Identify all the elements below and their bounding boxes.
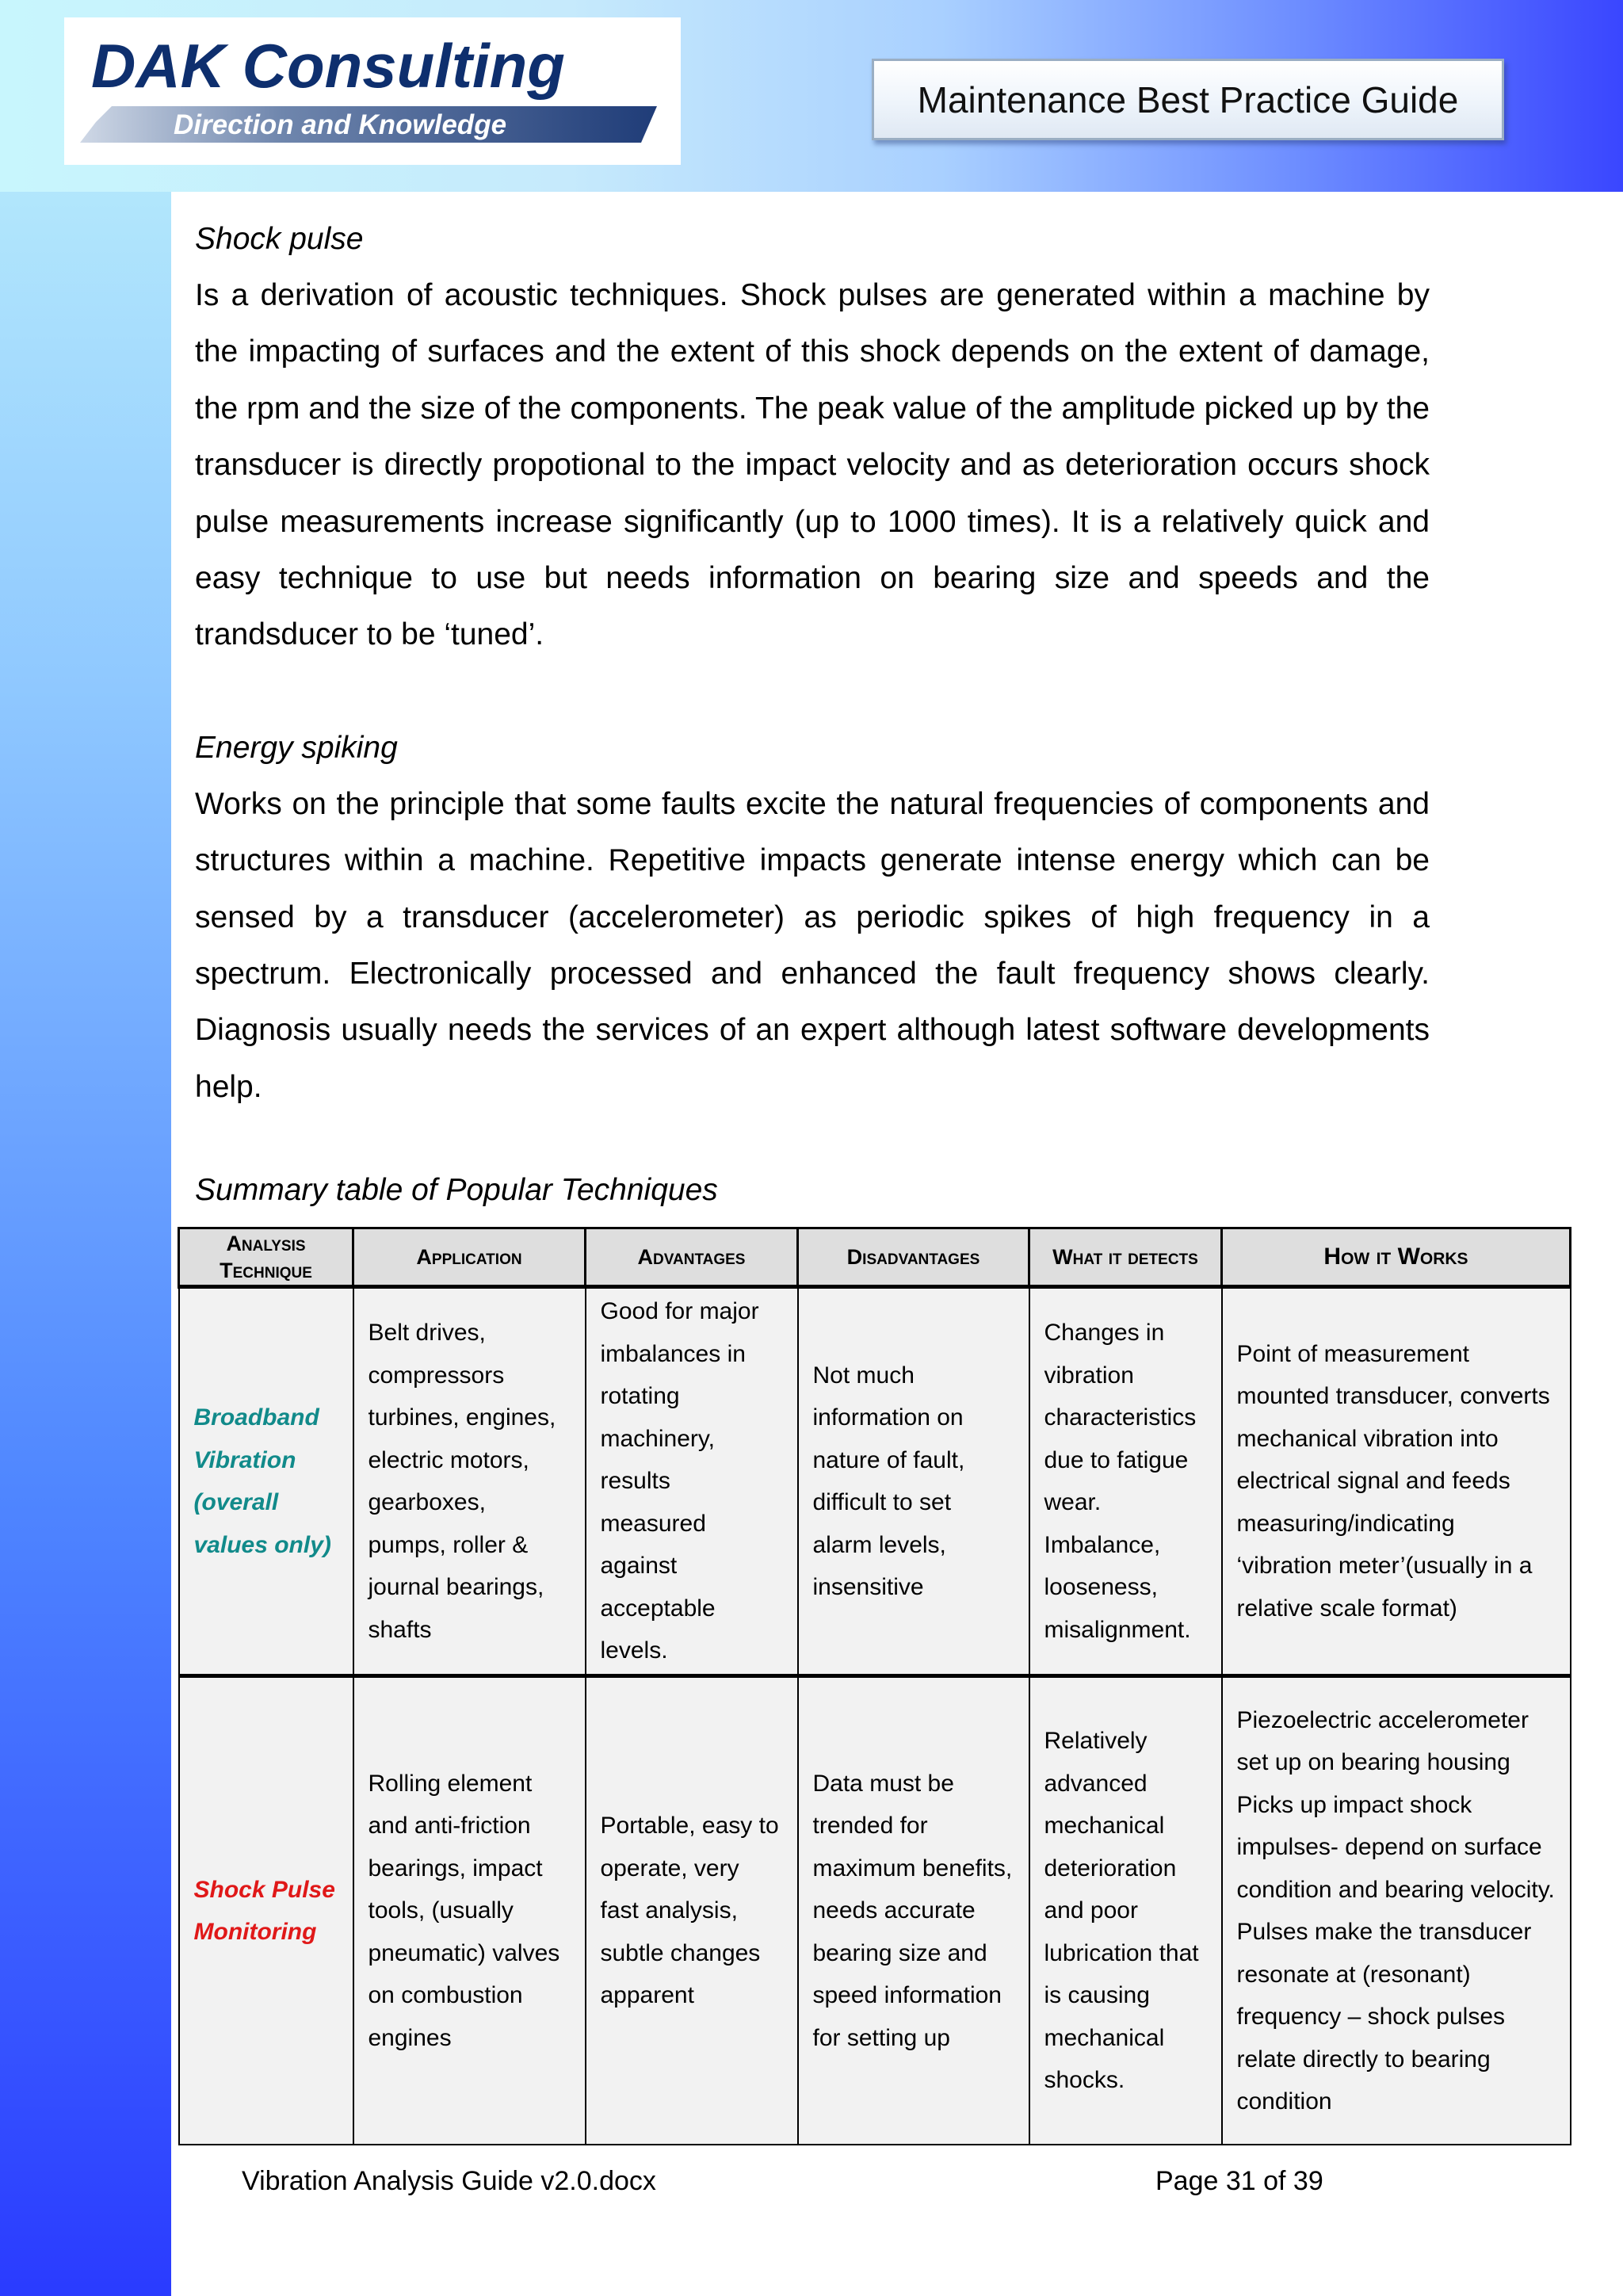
logo-tagline: Direction and Knowledge: [174, 109, 507, 140]
page-body: [171, 192, 1623, 2296]
header-technique: Analysis Technique: [179, 1228, 353, 1287]
table-header-row: [179, 1228, 1571, 1287]
text-content: [195, 211, 1430, 1115]
application-cell: Rolling element and anti-friction bearings, impact tools, (usually pneumatic) valves on combustion engines: [353, 1676, 586, 2145]
shock-pulse-paragraph: Is a derivation of acoustic techniques. Shock pulses are generated within a machine by the impacting of surfaces and the extent of this shock depends on the extent of damage, the rpm and the size of the components. The peak value of the amplitude picked up by the transducer is directly propotional to the impact velocity and as deterioration occurs shock pulse measurements increase significantly (up to 1000 times). It is a relatively quick and easy technique to use but needs information on bearing size and speeds and the trandsducer to be ‘tuned’.: [195, 278, 1430, 652]
how-cell: Piezoelectric accelerometer set up on bearing housing Picks up impact shock impulses- depend on surface condition and bearing velocity. Pulses make the transducer resonate at (resonant) frequency – shock pulses relate directly to bearing condition: [1222, 1676, 1571, 2145]
detects-cell: Relatively advanced mechanical deterioration and poor lubrication that is causing mechanical shocks.: [1029, 1676, 1222, 2145]
header-how: How it Works: [1222, 1228, 1571, 1287]
advantages-cell: Portable, easy to operate, very fast analysis, subtle changes apparent: [586, 1676, 798, 2145]
technique-cell: Broadband Vibration (overall values only): [179, 1287, 353, 1676]
company-logo: [64, 17, 681, 165]
techniques-table: [178, 1227, 1571, 2145]
logo-graphic: [64, 17, 681, 165]
detects-cell: Changes in vibration characteristics due to fatigue wear. Imbalance, looseness, misalignment.: [1029, 1287, 1222, 1676]
technique-cell: Shock Pulse Monitoring: [179, 1676, 353, 2145]
how-cell: Point of measurement mounted transducer, converts mechanical vibration into electrical signal and feeds measuring/indicating ‘vibration meter’(usually in a relative scale format): [1222, 1287, 1571, 1676]
logo-title: DAK Consulting: [91, 31, 565, 101]
guide-title-tab: Maintenance Best Practice Guide: [872, 59, 1504, 140]
energy-spiking-paragraph: Works on the principle that some faults excite the natural frequencies of components and structures within a machine. Repetitive impacts generate intense energy which can be sensed by a transducer (accelerometer) as periodic spikes of high frequency in a spectrum. Electronically processed and enhanced the fault frequency shows clearly. Diagnosis usually needs the services of an expert although latest software developments help.: [195, 786, 1430, 1104]
header-disadvantages: Disadvantages: [798, 1228, 1029, 1287]
shock-pulse-heading: Shock pulse: [195, 222, 364, 256]
footer-page-number: Page 31 of 39: [1155, 2166, 1323, 2196]
header-advantages: Advantages: [586, 1228, 798, 1287]
disadvantages-cell: Not much information on nature of fault, difficult to set alarm levels, insensitive: [798, 1287, 1029, 1676]
table-row: [179, 1676, 1571, 2145]
header-application: Application: [353, 1228, 586, 1287]
advantages-cell: Good for major imbalances in rotating machinery, results measured against acceptable levels.: [586, 1287, 798, 1676]
disadvantages-cell: Data must be trended for maximum benefits, needs accurate bearing size and speed information for setting up: [798, 1676, 1029, 2145]
table-caption: Summary table of Popular Techniques: [195, 1173, 718, 1207]
header-detects: What it detects: [1029, 1228, 1222, 1287]
table-row: [179, 1287, 1571, 1676]
footer-filename: Vibration Analysis Guide v2.0.docx: [242, 2166, 656, 2196]
application-cell: Belt drives, compressors turbines, engines, electric motors, gearboxes, pumps, roller & journal bearings, shafts: [353, 1287, 586, 1676]
energy-spiking-heading: Energy spiking: [195, 730, 398, 765]
